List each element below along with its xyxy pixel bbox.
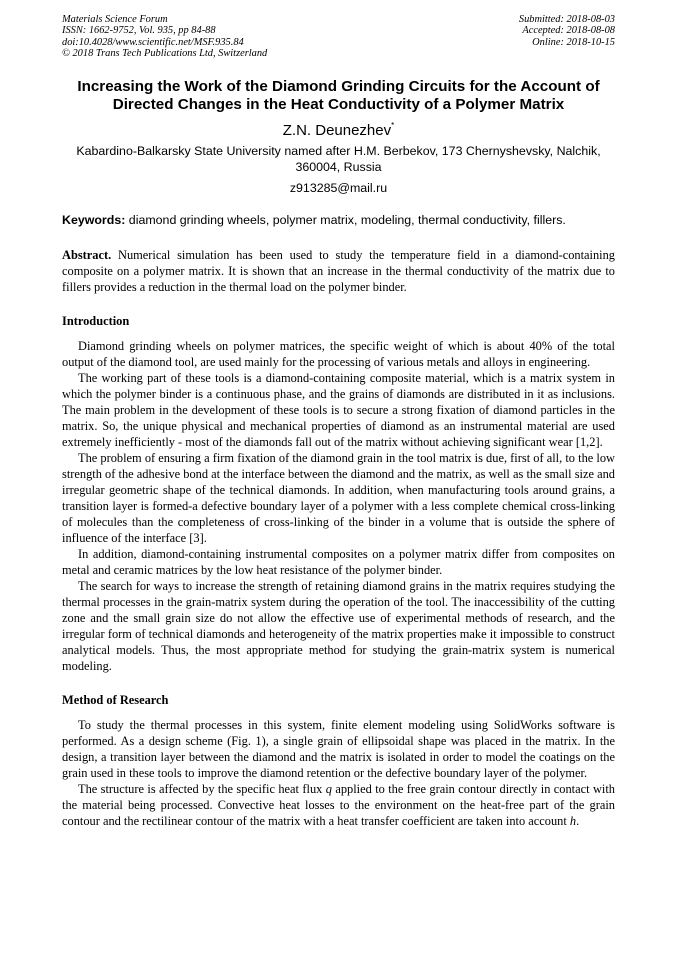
- keywords-text: diamond grinding wheels, polymer matrix, modeling, thermal conductivity, fillers.: [125, 213, 566, 227]
- text-run: .: [576, 814, 580, 828]
- copyright-line: © 2018 Trans Tech Publications Ltd, Switzerland: [62, 48, 268, 60]
- journal-name: Materials Science Forum: [62, 14, 168, 25]
- doi-line[interactable]: doi:10.4028/www.scientific.net/MSF.935.84: [62, 36, 244, 48]
- paragraph: [62, 781, 615, 829]
- paragraph: To study the thermal processes in this system, finite element modeling using SolidWorks software is performed. As a design scheme (Fig. 1), a single grain of ellipsoidal shape was placed in the matrix. In the design, a transition layer between the diamond and the matrix is isolated in order to model the coatings on the grain used in these tools to improve the diamond retention or the defective boundary layer of the polymer.: [62, 718, 615, 780]
- keywords-label: Keywords:: [62, 213, 126, 227]
- paragraph: The search for ways to increase the strength of retaining diamond grains in the matrix requires studying the thermal processes in the grain-matrix system during the operation of the tool. The inaccessibility of the cutting zone and the small grain size do not allow the effective use of experimental methods of research, and the irregular form of technical diamonds and heterogeneity of the matrix properties make it impossible to construct analytical models. Thus, the most appropriate method for studying the grain-matrix system is numerical modeling.: [62, 579, 615, 673]
- journal-header: [62, 14, 615, 66]
- text-run: applied to the free grain contour directly in contact with the material being processed. Convective heat losses to the environment on the heat-free part of the grain contour and the rectilinear contour of the matrix with a heat transfer coefficient are taken into account: [62, 782, 615, 828]
- author-email[interactable]: z913285@mail.ru: [289, 181, 388, 195]
- online-date: Online: 2018-10-15: [532, 36, 615, 48]
- submitted-date: Submitted: 2018-08-03: [518, 14, 615, 25]
- paragraph: In addition, diamond-containing instrumental composites on a polymer matrix differ from composites on metal and ceramic matrices by the low heat resistance of the polymer binder.: [62, 547, 615, 577]
- abstract-text: Numerical simulation has been used to study the temperature field in a diamond-containing composite on a polymer matrix. It is shown that an increase in the thermal conductivity of the matrix due to fillers provides a reduction in the thermal load on the polymer binder.: [62, 248, 615, 294]
- section-heading-introduction: Introduction: [62, 314, 130, 328]
- variable-h: h: [569, 814, 577, 828]
- journal-info: [62, 14, 267, 60]
- publication-dates: [519, 14, 615, 48]
- paragraph: Diamond grinding wheels on polymer matrices, the specific weight of which is about 40% of the total output of the diamond tool, are used mainly for the processing of various metals and alloys in engineering.: [62, 339, 615, 369]
- text-run: The structure is affected by the specific heat flux: [78, 782, 326, 796]
- author-line: [62, 117, 615, 140]
- abstract-label: Abstract.: [62, 248, 112, 262]
- author-name: Z.N. Deunezhev: [282, 122, 392, 139]
- abstract: [62, 247, 615, 295]
- corresponding-author-mark: *: [391, 121, 395, 130]
- issn-line: ISSN: 1662-9752, Vol. 935, pp 84-88: [62, 25, 216, 37]
- paragraph: The working part of these tools is a diamond-containing composite material, which is a matrix system in which the polymer binder is a continuous phase, and the grains of diamonds are distributed in it as inclusions. The main problem in the development of these tools is to secure a strong fixation of diamond particles in the matrix. So, the unique physical and mechanical properties of diamond as an instrumental material are used extremely inefficiently - most of the diamonds fall out of the matrix without achieving significant wear [1,2].: [62, 371, 615, 449]
- accepted-date: Accepted: 2018-08-08: [522, 25, 615, 37]
- section-heading-method: Method of Research: [62, 693, 169, 707]
- paper-title: Increasing the Work of the Diamond Grinding Circuits for the Account of Directed Changes in the Heat Conductivity of a Polymer Matrix: [77, 78, 600, 113]
- keywords: [62, 213, 615, 228]
- paragraph: The problem of ensuring a firm fixation of the diamond grain in the tool matrix is due, first of all, to the low strength of the adhesive bond at the interface between the diamond and the matrix, as well as the small size and irregular geometric shape of the technical diamonds. In addition, when manufacturing tools around grains, a transition layer is formed-a defective boundary layer of a polymer with a less complete chemical cross-linking of molecules than the completeness of cross-linking of the binder in a volume that is outside the sphere of influence of the interface [3].: [62, 451, 615, 545]
- affiliation: Kabardino-Balkarsky State University named after H.M. Berbekov, 173 Chernyshevsky, Nalchik, 360004, Russia: [76, 144, 601, 174]
- variable-q: q: [325, 782, 332, 796]
- page: [62, 14, 615, 829]
